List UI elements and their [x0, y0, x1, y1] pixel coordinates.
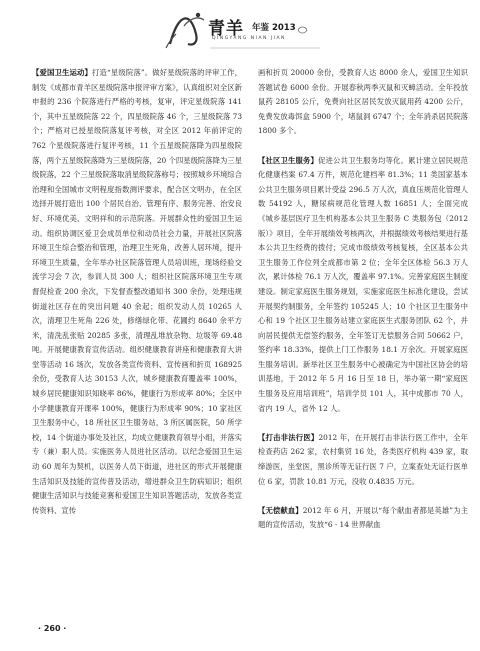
left-column [32, 66, 242, 518]
section-paragraph [32, 66, 242, 518]
section-tag: 【爱国卫生运动】 [32, 68, 92, 77]
section-text: 2012 年 6 月，开展以“每个献血者都是英雄”为主题的宣传活动，发放“6 · 14 世界献血 [258, 505, 468, 530]
section-text: 促进公共卫生服务均等化。累计建立居民规范化健康档案 67.4 万件，规范化建档率 81.3%；11 类国家基本公共卫生服务项目累计受益 296.5 万人次，真血压规范化管理人数 54192 人，糖尿病规范化管理人数 16851 人；全面完成《城乡基层医疗卫生机构基本公共卫生服务 C 类服务包（2012版）》项目，全年开展绩效考核两次，并根据绩效考核结果进行基本公共卫生经费的拨付；完成市级绩效考核复核，全区基本公共卫生服务工作位列全成都市第 2 位；全年全区体检 56.3 万人次，累计体检 76.1 万人次，覆盖率 97.1%。完善家庭医生制度建设。制定家庭医生服务规划，实施家庭医生标准化建设，尝试开展契约制服务，全年签约 105245 人；10 个社区卫生服务中心和 19 个社区卫生服务站建立家庭医生式服务团队 62 个，并向居民提供无偿签约服务，全年签订无偿服务合同 50662 户，签约率 18.33%，提供上门工作服务 18.1 万余次。开展家庭医生服务培训。新举社区卫生服务中心被确定为中国社区协会的培训基地，于 2012 年 5 月 16 日至 18 日，举办第一期“家庭医生服务及应用培训班”，培训学员 101 人，其中成都市 70 人，省内 19 人，省外 12 人。 [258, 155, 468, 413]
section-gap [258, 139, 468, 154]
section-tag: 【社区卫生服务】 [258, 155, 319, 165]
page-number: · 260 · [38, 624, 67, 633]
section-text: 画和折页 20000 余份，受教育人达 8000 余人，爱国卫生知识答题试卷 6000 余份。开展春秋两季灭鼠和灭蟑活动。全年投放鼠药 28105 公斤，免费向社区居民发放灭鼠用药 4200 公斤，免费发放毒饵盒 5900 个，堵鼠洞 6747 个；全年消杀居民院落 1800 多个。 [258, 68, 468, 136]
section-paragraph [258, 154, 468, 417]
section-paragraph [258, 431, 468, 489]
section-tag: 【打击非法行医】 [258, 432, 319, 442]
right-column [258, 66, 468, 533]
masthead-brand: 青羊 [208, 19, 244, 39]
section-paragraph [258, 66, 468, 139]
section-paragraph [258, 504, 468, 533]
masthead-pinyin: QINGYANG NIAN JIAN [212, 36, 286, 41]
section-gap [258, 416, 468, 431]
masthead-year: 年鉴 2013 [252, 23, 296, 33]
section-gap [258, 489, 468, 504]
masthead [0, 0, 480, 58]
section-text: 打造“星级院落”。做好星级院落的评审工作，制发《成都市青羊区星级院落申报评审方案》，认真组织对全区新申报的 236 个院落进行严格的考核，复审，评定星级院落 141 个，其中五星级院落 22 个，四星级院落 46 个，三星级院落 73 个；严格对已授星级院落复评考核，对全区 2012 年前评定的 762 个星级院落进行复评考核，11 个五星级院落降为四星级院落，两个五星级院落降为三星级院落，20 个四星级院落降为三星级院落，22 个三星级院落取消星级院落称号；按照城乡环境综合治理和全国城市文明程度指数测评要求，配合区文明办，在全区选择开展打造出 100 个居民自治、管理有序、服务完善、治安良好、环境优美、文明祥和的示范院落。开展群众性的爱国卫生运动。组织协调区爱卫会成员单位和动员社会力量，开展社区院落环境卫生综合整治和管理，治理卫生死角，改善人居环境，提升环境卫生质量，全年举办社区院落管理人员培训班，现场经验交流学习会 7 次，参训人员 300 人；组织社区院落环境卫生专项督促检查 200 余次，下发督查整改通知书 300 余份，处理违规街道社区存在的突出问题 40 余起；组织发动人员 10265 人次，清理卫生死角 226 处，修缮绿化带、花圃约 8640 余平方米，清洗乱张贴 20285 多张，清理乱堆放杂物、垃圾等 69.48 吨。开展健康教育宣传活动。组织健康教育讲座和健康教育大讲堂等活动 16 场次，发放各类宣传资料、宣传画和折页 168925 余份，受教育人达 30153 人次，城乡健康教育覆盖率 100%，城乡居民健康知识知晓率 86%，健康行为形成率 80%；全区中小学健康教育开课率 100%，健康行为形成率 90%；10 家社区卫生服务中心，18 所社区卫生服务站，3 所区属医院，50 所学校，14 个街道办事处及社区，均成立健康教育领导小组，并落实专（兼）职人员。实施医务人员进社区活动。以纪念爱国卫生运动 60 周年为契机，以医务人员下街道，进社区的形式开展健康生活知识及技能的宣传普及活动，增进群众卫生防病知识；组织健康生活知识与技能竞赛和爱国卫生知识答题活动，发放各类宣传资料、宣传 [32, 68, 242, 515]
section-text: 2012 年，在开展打击非法行医工作中，全年检查药店 262 家，农村集贸 16 处，各类医疗机构 439 家，取缔游医，坐堂医，黑诊所等无证行医 7 户，立案查处无证行医单位 6 家，罚款 10.81 万元，没收 0.4835 万元。 [258, 432, 468, 486]
section-tag: 【无偿献血】 [258, 505, 303, 515]
